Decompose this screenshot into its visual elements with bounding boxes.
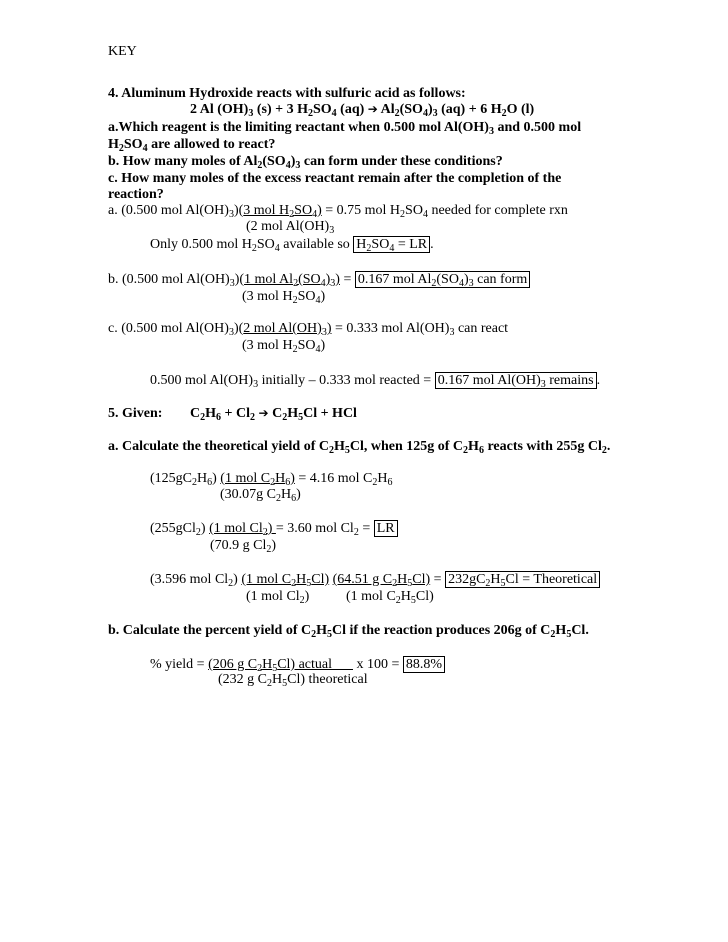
q4-c-answer: c. (0.500 mol $Al(OH)_3)(2$ mol $Al(OH)_3) = 0.333$ mol $Al(OH)_3$ can react	[108, 321, 509, 338]
q5-a-question: a. Calculate the theoretical yield of $C_2H_5Cl$, when 125g of $C_2H_6$ reacts with 255g $Cl_2$.	[108, 439, 611, 456]
q5-calc1-denominator: (30.07g $C_2H_6$)	[220, 487, 301, 504]
key-label: KEY	[108, 44, 137, 59]
limiting-reactant-box: $H_2SO_4$ = LR	[353, 236, 430, 253]
q5-calc1: $(125gC_2H_6)$ (1 mol $C_2H_6) = 4.16$ mol $C_2H_6$	[150, 471, 393, 488]
q4-c-remaining: 0.500 mol $Al(OH)_3$ initially – 0.333 mol reacted = 0.167 mol $Al(OH)_3$ remains .	[150, 373, 601, 390]
q4-a-note: Only 0.500 mol $H_2SO_4$ available so $H_2SO_4$ = LR .	[150, 237, 434, 254]
q5-calc3: (3.596 mol $Cl_2$) (1 mol $C_2H_5Cl$) (64.51 g $C_2H_5Cl) = 232gC_2H_5Cl$ = Theoretical	[150, 571, 600, 588]
q5-given: 5. Given:	[108, 406, 163, 421]
q5-equation: $C_2H_6 + Cl_2$ ➔ $C_2H_5Cl$ + HCl	[190, 406, 357, 423]
reaction-arrow-icon: ➔	[367, 102, 378, 116]
lr-box: LR	[374, 520, 398, 537]
percent-yield-box: 88.8%	[403, 656, 445, 673]
q4-a-question-line1: a.Which reagent is the limiting reactant when 0.500 mol $Al(OH)_3$ and 0.500 mol	[108, 120, 582, 137]
c-result-box: 0.167 mol $Al(OH)_3$ remains	[435, 372, 597, 389]
q4-b-denominator: (3 mol $H_2SO_4$)	[242, 289, 326, 306]
q5-calc3-denominator2: (1 mol $C_2H_5Cl$)	[346, 589, 434, 606]
q5-calc3-denominator1: (1 mol $Cl_2$)	[246, 589, 310, 606]
q4-c-question-line2: reaction?	[108, 187, 164, 202]
q5-b-question: b. Calculate the percent yield of $C_2H_5Cl$ if the reaction produces 206g of $C_2H_5Cl$.	[108, 623, 589, 640]
q4-a-answer: a. (0.500 mol $Al(OH)_3)(3$ mol $H_2SO_4) = 0.75$ mol $H_2SO_4$ needed for complete rxn	[108, 203, 568, 220]
theoretical-yield-box: $232gC_2H_5Cl$ = Theoretical	[445, 571, 600, 588]
q5-percent-yield: % yield = (206 g $C_2H_5Cl$) actual x 100 = 88.8%	[150, 656, 445, 673]
q4-a-denominator: (2 mol $Al(OH)_3$	[246, 219, 335, 236]
q4-equation: 2 Al $(OH)_3$ (s) + 3 $H_2SO_4$ (aq) ➔ $Al_2(SO_4)_3$ (aq) + 6 $H_2O$ (l)	[190, 102, 535, 119]
q4-c-question-line1: c. How many moles of the excess reactant remain after the completion of the	[108, 171, 562, 186]
q4-b-answer: b. (0.500 mol $Al(OH)_3)(1$ mol $Al_2(SO_4)_3) = 0.167$ mol $Al_2(SO_4)_3$ can form	[108, 271, 530, 288]
q5-calc2-denominator: (70.9 g $Cl_2$)	[210, 538, 277, 555]
q4-a-question-line2: $H_2SO_4$ are allowed to react?	[108, 137, 276, 154]
q4-c-denominator: (3 mol $H_2SO_4$)	[242, 338, 326, 355]
q4-b-question: b. How many moles of $Al_2(SO_4)_3$ can form under these conditions?	[108, 154, 503, 171]
reaction-arrow-icon: ➔	[258, 406, 269, 420]
q4-title: 4. Aluminum Hydroxide reacts with sulfuric acid as follows:	[108, 86, 466, 101]
b-result-box: 0.167 mol $Al_2(SO_4)_3$ can form	[355, 271, 530, 288]
q5-calc2: (255gCl$_2$) (1 mol $Cl_2) = 3.60$ mol $Cl_2$ = LR	[150, 520, 398, 537]
q5-percent-denominator: (232 g $C_2H_5Cl$) theoretical	[218, 672, 368, 689]
